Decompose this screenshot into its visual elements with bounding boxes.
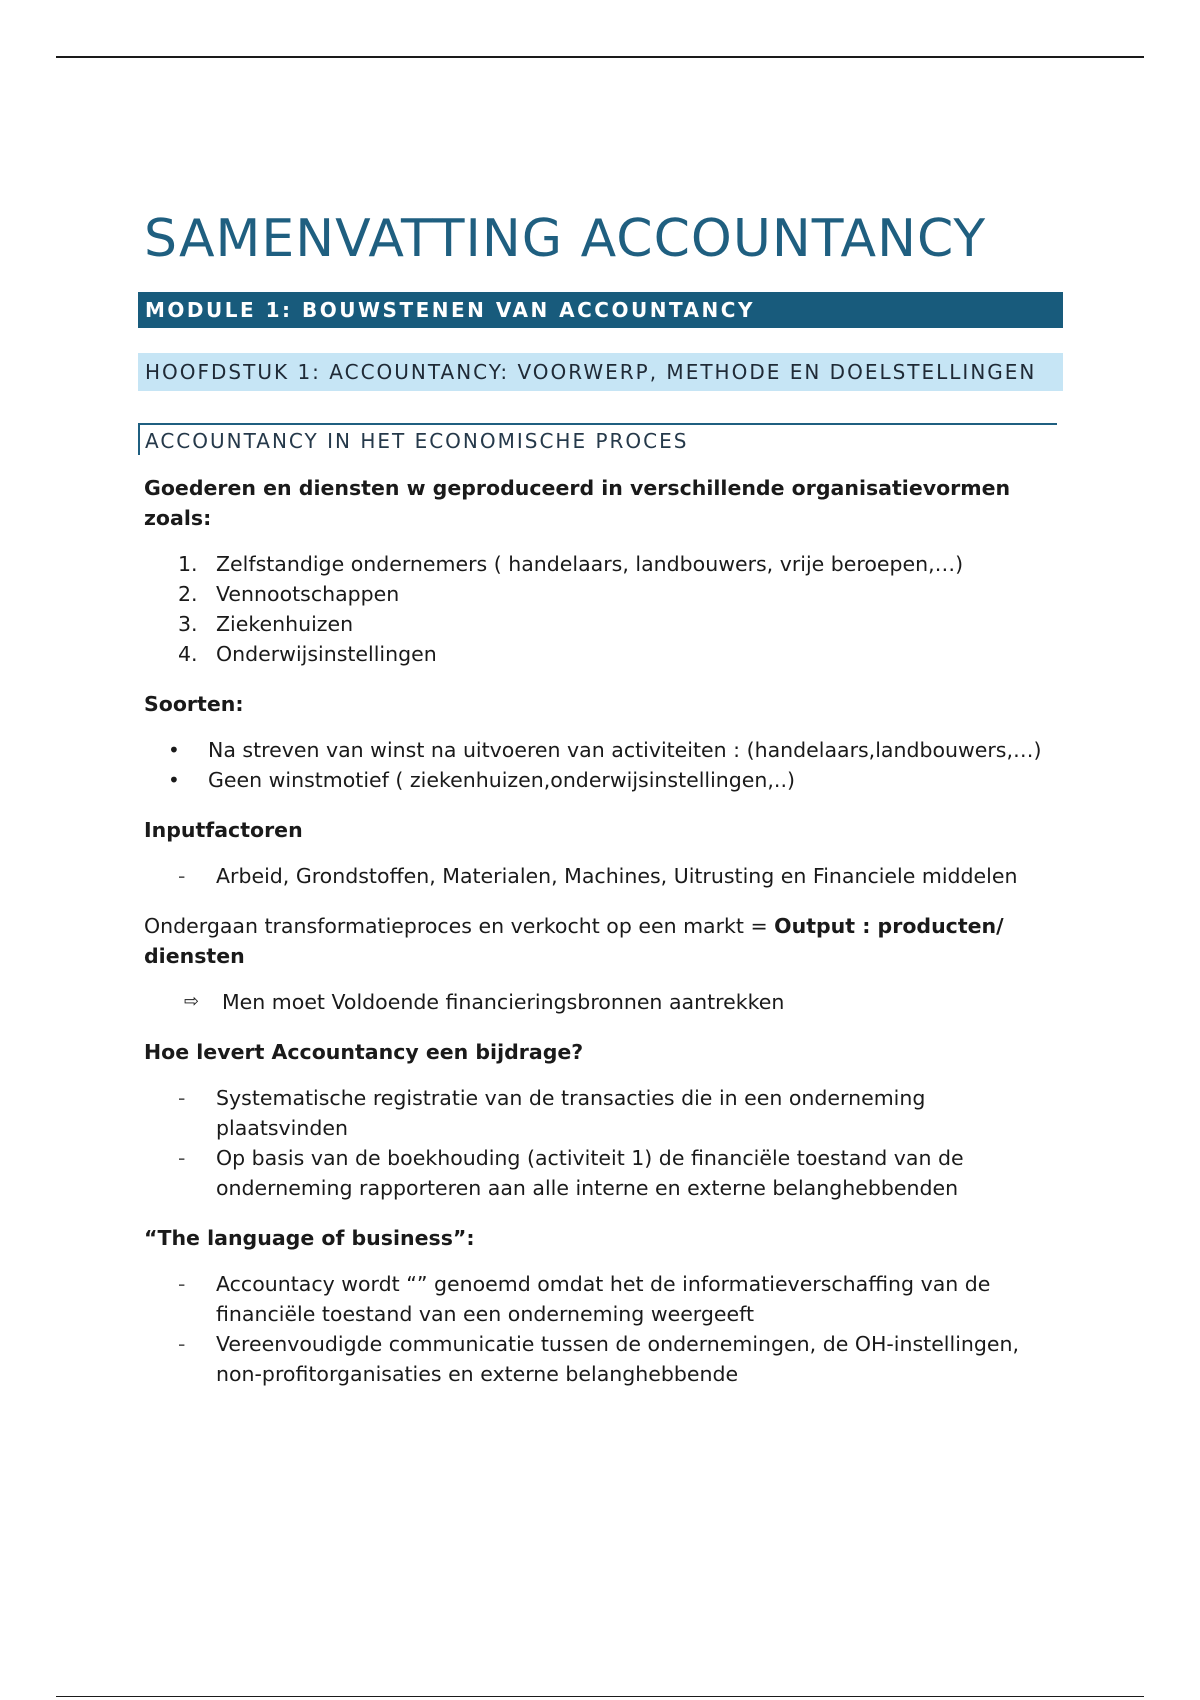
list-item: - Op basis van de boekhouding (activiteit 1) de financiële toestand van de onderneming rapporteren aan alle interne en externe belanghebbenden — [138, 1143, 1063, 1203]
list-item: • Na streven van winst na uitvoeren van activiteiten : (handelaars,landbouwers,…) — [138, 735, 1063, 765]
bottom-rule — [56, 1696, 1144, 1697]
list-item: - Vereenvoudigde communicatie tussen de ondernemingen, de OH-instellingen, non-profitorganisaties en externe belanghebbende — [138, 1329, 1063, 1389]
bullet-icon: • — [168, 768, 180, 793]
language-label: “The language of business”: — [144, 1226, 475, 1251]
document-body — [138, 208, 1063, 1389]
soorten-label: Soorten: — [144, 692, 244, 717]
soorten-list — [138, 735, 1063, 795]
language-list — [138, 1269, 1063, 1389]
input-list — [138, 861, 1063, 891]
document-title: SAMENVATTING ACCOUNTANCY — [144, 209, 987, 269]
list-item: - Accountacy wordt “” genoemd omdat het de informatieverschaffing van de financiële toestand van een onderneming weergeeft — [138, 1269, 1063, 1329]
list-item: 3. Ziekenhuizen — [178, 612, 354, 637]
bijdrage-list — [138, 1083, 1063, 1203]
dash-icon: - — [178, 1086, 186, 1111]
org-forms-list — [138, 549, 1063, 669]
top-rule — [56, 56, 1144, 58]
arrow-note: ⇨ Men moet Voldoende financieringsbronnen aantrekken — [138, 987, 1063, 1017]
dash-icon: - — [178, 1272, 186, 1297]
list-item: 4. Onderwijsinstellingen — [178, 642, 437, 667]
list-item: 1. Zelfstandige ondernemers ( handelaars, landbouwers, vrije beroepen,…) — [178, 552, 964, 577]
list-item: 2. Vennootschappen — [178, 582, 400, 607]
dash-icon: - — [178, 1146, 186, 1171]
section-heading: ACCOUNTANCY IN HET ECONOMISCHE PROCES — [138, 423, 1057, 455]
chapter-heading: HOOFDSTUK 1: ACCOUNTANCY: VOORWERP, METHODE EN DOELSTELLINGEN — [138, 353, 1063, 391]
list-item: - Systematische registratie van de transacties die in een onderneming plaatsvinden — [138, 1083, 1063, 1143]
module-heading: MODULE 1: BOUWSTENEN VAN ACCOUNTANCY — [138, 292, 1063, 328]
input-label: Inputfactoren — [144, 818, 303, 843]
dash-icon: - — [178, 864, 186, 889]
arrow-right-icon: ⇨ — [184, 991, 200, 1013]
transform-paragraph: Ondergaan transformatieproces en verkocht op een markt = Output : producten/ diensten — [144, 914, 1004, 969]
list-item: • Geen winstmotief ( ziekenhuizen,onderwijsinstellingen,..) — [138, 765, 1063, 795]
bijdrage-label: Hoe levert Accountancy een bijdrage? — [144, 1040, 584, 1065]
list-item: - Arbeid, Grondstoffen, Materialen, Machines, Uitrusting en Financiele middelen — [138, 861, 1063, 891]
intro-paragraph: Goederen en diensten w geproduceerd in verschillende organisatievormen zoals: — [144, 476, 1011, 531]
bullet-icon: • — [168, 738, 180, 763]
dash-icon: - — [178, 1332, 186, 1357]
